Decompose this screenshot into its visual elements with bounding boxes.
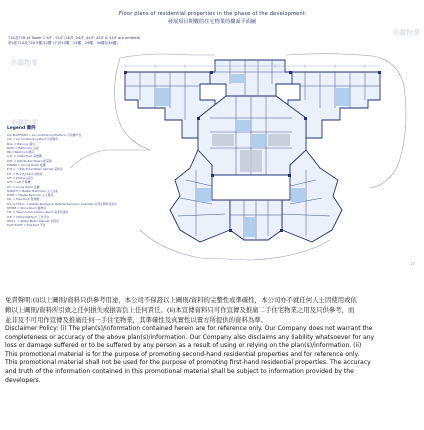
disclaimer bbox=[0, 282, 424, 430]
disclaimer-zh-line: 賴以上圖則/資料所引致之任何損失或損害負上任何責任。(ii)本宣傳資料只可作宣傳及推廣二手住宅物業之用及只供參考，而 bbox=[5, 306, 355, 314]
disclaimer-en-line: loss or damage suffered or to be suffered by any person as a result of using or relying on the plan(s)/information. (ii) bbox=[5, 342, 362, 350]
disclaimer-en-line: Disclaimer Policy: (i) The plan(s)/information contained herein are for reference only. Our Company does not warrant the bbox=[5, 325, 373, 332]
disclaimer-en-line: completeness or accuracy of the above plan(s)/information. Our Company also disclaims any liability whatsoever for any bbox=[5, 333, 375, 341]
legend-item: A/C PLATFORM = Air-conditioning Platform 冷氣機平台 bbox=[7, 133, 82, 137]
legend-item: DINING = Dining Room 飯廳 bbox=[7, 163, 46, 168]
legend-heading: Legend 圖例 bbox=[7, 126, 36, 131]
legend-item: LIFT = Lift 升降機 bbox=[7, 180, 31, 185]
watermark: 美聯物業 bbox=[10, 119, 38, 127]
legend-item: E.M.C. = Electrical Meter Cabinet 電錶房 bbox=[7, 167, 63, 172]
legend-item: TEL = Telecommunications Room 電訊設備房 bbox=[7, 210, 69, 215]
legend-item: BATH = Bathroom 浴室 bbox=[7, 145, 39, 150]
page-number: 27 bbox=[410, 262, 415, 266]
legend-item: LIV. = Living Room 客廳 bbox=[7, 184, 40, 189]
disclaimer-en-line: This promotional material is for the purpose of promoting second-hand residential properties and for reference only. bbox=[5, 350, 360, 358]
legend bbox=[7, 125, 117, 228]
disclaimer-zh bbox=[5, 295, 420, 325]
title-en: Floor plans of residential properties in the phase of the development bbox=[119, 11, 305, 17]
title-zh: 發展項目期數的住宅物業的樓面平面圖 bbox=[167, 19, 257, 25]
watermark: 美聯物業 bbox=[392, 29, 420, 37]
legend-item: M.BR = Master Bedroom 主人睡房 bbox=[7, 193, 54, 198]
disclaimer-zh-line: 免責聲明:(i)以上圖則/資料只供參考用途，本公司不保證以上圖則/資料的完整性或準確性，本公司亦不就任何人士因使用或依 bbox=[5, 296, 357, 304]
legend-item: STORE = Store Room 儲物房 bbox=[7, 206, 47, 211]
legend-item: BAL. = Balcony 露台 bbox=[7, 141, 35, 146]
disclaimer-en bbox=[5, 325, 420, 385]
disclaimer-zh-line: 並非及不可用作宣傳及推廣任何一手住宅物業，其準確性及真實性以賣方所提供的資料為準。 bbox=[5, 316, 268, 324]
legend-item: F.H. = Fire Hydrant 消防栓 bbox=[7, 171, 43, 176]
legend-item: M.BATH = Master Bathroom 主人浴室 bbox=[7, 188, 59, 193]
legend-item: FLAT ROOF = Flat Roof 平台 bbox=[7, 223, 46, 228]
legend-item: A/C = Air-conditioning Plant 冷氣機房 bbox=[7, 137, 58, 142]
disclaimer-en-line: developers. bbox=[5, 376, 41, 384]
legend-item: C.D. = Cable Duct 電纜槽 bbox=[7, 154, 42, 159]
legend-item: D.B. = Distribution Board 配電箱 bbox=[7, 158, 52, 163]
disclaimer-en-line: and truth of the information contained in this promotional material shall be subject to information provided by the bbox=[5, 367, 354, 375]
tower-info-zh: 第1座T1A及T1B 9樓-52樓 (不設13樓、14樓、24樓、34樓及44樓) bbox=[8, 41, 118, 45]
watermark: 美聯物業 bbox=[10, 59, 38, 67]
legend-item: BR = Bedroom 睡房 bbox=[7, 150, 35, 155]
legend-item: W.M.C. = Water Meter Cabinet 水錶房 bbox=[7, 218, 59, 223]
legend-item: KIT. = Kitchen 廚房 bbox=[7, 175, 34, 180]
legend-item: P.D. = Pipe Duct 管道槽 bbox=[7, 197, 39, 202]
tower-info-en: T1A及T1B of Tower 1 9/F - 51/F (1E/F, 24/F, 34/F, 44/F & 54/F are omitted) bbox=[8, 36, 141, 40]
legend-item: U.P. = Utility Platform 工作平台 bbox=[7, 214, 50, 219]
disclaimer-en-line: This promotional material shall not be used for the purpose of promoting first-hand residential properties. The accuracy bbox=[5, 359, 371, 367]
legend-item: R.S. & M.R.C. = Refuse Storage & Material Recovery Chamber 垃圾及物料回收房 bbox=[7, 201, 117, 206]
